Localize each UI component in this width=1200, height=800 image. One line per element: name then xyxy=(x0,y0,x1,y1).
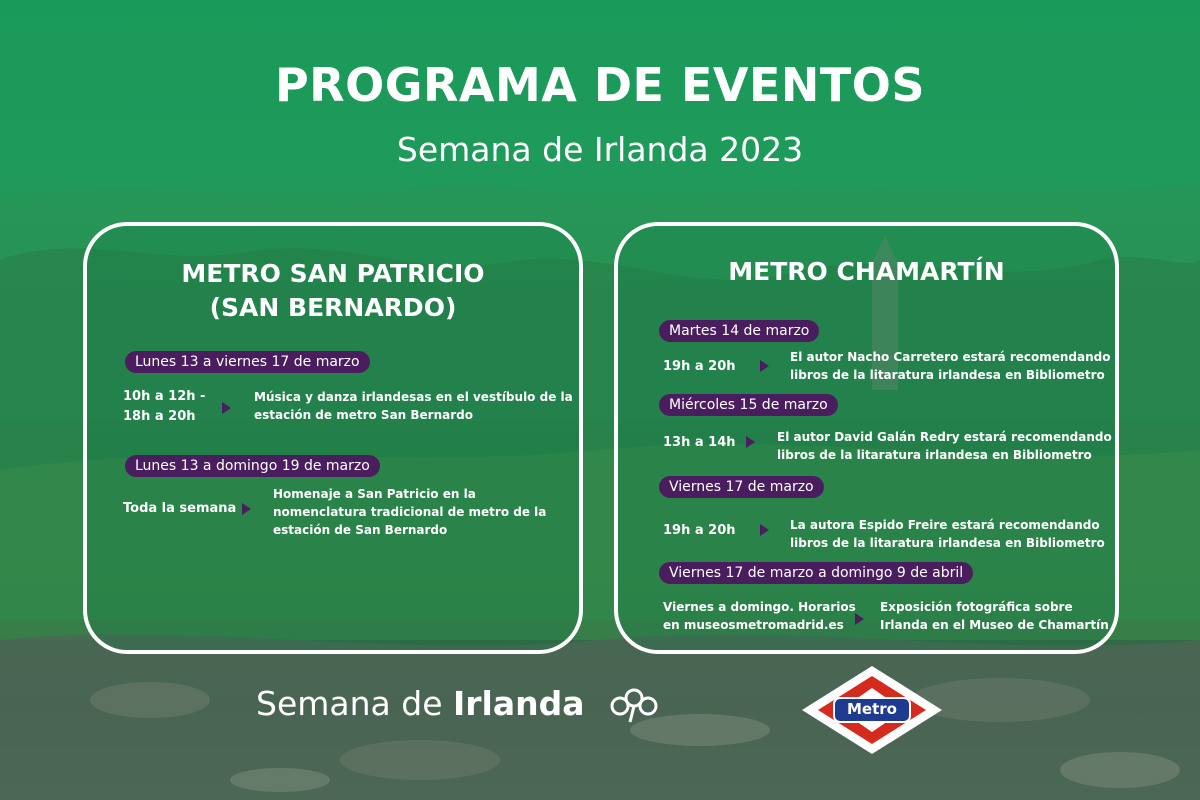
arrow-icon xyxy=(760,360,769,372)
event-time: Toda la semana xyxy=(123,501,237,516)
event-description: El autor Nacho Carretero estará recomendando xyxy=(790,350,1111,364)
event-description: La autora Espido Freire estará recomendando xyxy=(790,518,1100,532)
date-pill: Viernes 17 de marzo xyxy=(659,476,824,498)
event-time: 19h a 20h xyxy=(663,359,736,374)
panel-title-line2: (SAN BERNARDO) xyxy=(209,293,457,322)
date-pill: Miércoles 15 de marzo xyxy=(659,394,838,416)
event-description: libros de la litaratura irlandesa en Bibliometro xyxy=(790,368,1105,382)
date-pill: Martes 14 de marzo xyxy=(659,320,819,342)
event-description: Homenaje a San Patricio en la xyxy=(273,487,476,501)
arrow-icon xyxy=(222,402,231,414)
event-description: libros de la litaratura irlandesa en Bibliometro xyxy=(777,448,1092,462)
arrow-icon xyxy=(760,524,769,536)
event-description: estación de San Bernardo xyxy=(273,523,448,537)
event-time: 10h a 12h - xyxy=(123,389,206,404)
page-subtitle: Semana de Irlanda 2023 xyxy=(396,130,804,169)
date-pill: Viernes 17 de marzo a domingo 9 de abril xyxy=(659,562,973,584)
event-description: estación de metro San Bernardo xyxy=(254,408,473,422)
date-pill: Lunes 13 a domingo 19 de marzo xyxy=(125,455,380,477)
page-title: PROGRAMA DE EVENTOS xyxy=(274,58,926,112)
event-time: Viernes a domingo. Horarios xyxy=(663,600,856,614)
brand-bold: Irlanda xyxy=(453,684,585,723)
brand-regular: Semana de xyxy=(256,684,453,723)
event-description: libros de la litaratura irlandesa en Bibliometro xyxy=(790,536,1105,550)
event-time: 19h a 20h xyxy=(663,523,736,538)
shamrock-icon xyxy=(608,688,660,724)
event-time: en museosmetromadrid.es xyxy=(663,618,844,632)
event-time: 18h a 20h xyxy=(123,409,196,424)
event-description: nomenclatura tradicional de metro de la xyxy=(273,505,547,519)
arrow-icon xyxy=(855,613,864,625)
event-time: 13h a 14h xyxy=(663,435,736,450)
semana-irlanda-brand xyxy=(256,684,585,723)
arrow-icon xyxy=(242,503,251,515)
event-description: Exposición fotográfica sobre xyxy=(880,600,1073,614)
panel-san-patricio xyxy=(83,222,583,654)
event-description: Música y danza irlandesas en el vestíbulo de la xyxy=(254,390,573,404)
date-pill: Lunes 13 a viernes 17 de marzo xyxy=(125,351,370,373)
panel-title-line1: METRO SAN PATRICIO xyxy=(181,259,485,288)
event-description: Irlanda en el Museo de Chamartín xyxy=(880,618,1109,632)
metro-label: Metro xyxy=(847,700,897,718)
panel-chamartin xyxy=(614,222,1119,654)
panel-title: METRO CHAMARTÍN xyxy=(728,257,1005,286)
arrow-icon xyxy=(746,436,755,448)
event-description: El autor David Galán Redry estará recomendando xyxy=(777,430,1112,444)
